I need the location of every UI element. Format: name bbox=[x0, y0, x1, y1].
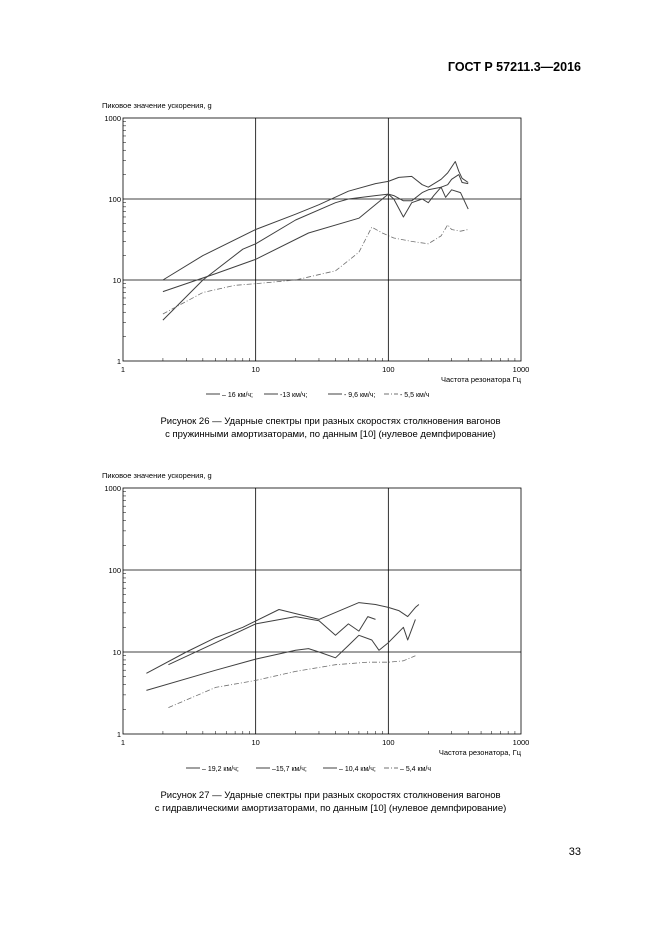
y-tick-label: 100 bbox=[108, 566, 121, 575]
x-axis-label: Частота резонатора, Гц bbox=[438, 748, 521, 757]
caption-26-line-1: Рисунок 26 — Ударные спектры при разных скоростях столкновения вагонов bbox=[160, 416, 501, 427]
legend-label-2: –15,7 км/ч; bbox=[272, 766, 307, 773]
x-tick-label: 1000 bbox=[512, 365, 530, 374]
page-number: 33 bbox=[568, 846, 581, 858]
legend-label-4: - 5,5 км/ч bbox=[400, 392, 430, 399]
series-line-4 bbox=[163, 225, 468, 314]
legend-label-1: – 19,2 км/ч; bbox=[202, 766, 239, 773]
x-tick-label: 1 bbox=[120, 738, 126, 747]
caption-26-line-2: с пружинными амортизаторами, по данным [10] (нулевое демпфирование) bbox=[165, 429, 496, 440]
chart-figure-26 bbox=[0, 100, 661, 400]
caption-figure-26 bbox=[0, 415, 661, 441]
series-line-3 bbox=[146, 619, 415, 690]
y-tick-label: 10 bbox=[112, 648, 121, 657]
x-tick-label: 1000 bbox=[512, 738, 530, 747]
x-axis-label: Частота резонатора Гц bbox=[440, 375, 521, 384]
legend-label-2: -13 км/ч; bbox=[280, 392, 308, 399]
series-line-1 bbox=[146, 603, 419, 674]
caption-figure-27 bbox=[0, 789, 661, 815]
x-tick-label: 10 bbox=[251, 365, 260, 374]
legend-label-3: – 10,4 км/ч; bbox=[339, 766, 376, 773]
y-tick-label: 1000 bbox=[104, 114, 121, 123]
y-tick-label: 1 bbox=[116, 357, 121, 366]
caption-27-line-2: с гидравлическими амортизаторами, по данным [10] (нулевое демпфирование) bbox=[154, 803, 507, 814]
y-tick-label: 10 bbox=[112, 276, 121, 285]
x-tick-label: 100 bbox=[382, 738, 395, 747]
y-axis-label: Пиковое значение ускорения, g bbox=[102, 101, 212, 110]
y-tick-label: 1000 bbox=[104, 484, 121, 493]
series-line-4 bbox=[168, 656, 415, 708]
series-line-1 bbox=[163, 162, 468, 281]
series-line-3 bbox=[163, 187, 468, 291]
y-tick-label: 100 bbox=[108, 195, 121, 204]
plot-frame bbox=[123, 118, 521, 361]
caption-27-line-1: Рисунок 27 — Ударные спектры при разных скоростях столкновения вагонов bbox=[160, 790, 501, 801]
y-axis-label: Пиковое значение ускорения, g bbox=[102, 471, 212, 480]
x-tick-label: 100 bbox=[382, 365, 395, 374]
chart-figure-27 bbox=[0, 470, 661, 780]
y-tick-label: 1 bbox=[116, 730, 121, 739]
x-tick-label: 10 bbox=[251, 738, 260, 747]
series-line-2 bbox=[168, 617, 375, 665]
legend-label-1: – 16 км/ч; bbox=[222, 392, 253, 399]
legend-label-3: - 9,6 км/ч; bbox=[344, 392, 376, 399]
series-line-2 bbox=[163, 175, 468, 321]
plot-frame bbox=[123, 488, 521, 734]
chart-26-svg bbox=[0, 100, 661, 400]
chart-27-svg bbox=[0, 470, 661, 780]
x-tick-label: 1 bbox=[120, 365, 126, 374]
standard-code: ГОСТ Р 57211.3—2016 bbox=[447, 60, 581, 74]
legend-label-4: – 5,4 км/ч bbox=[400, 766, 431, 773]
